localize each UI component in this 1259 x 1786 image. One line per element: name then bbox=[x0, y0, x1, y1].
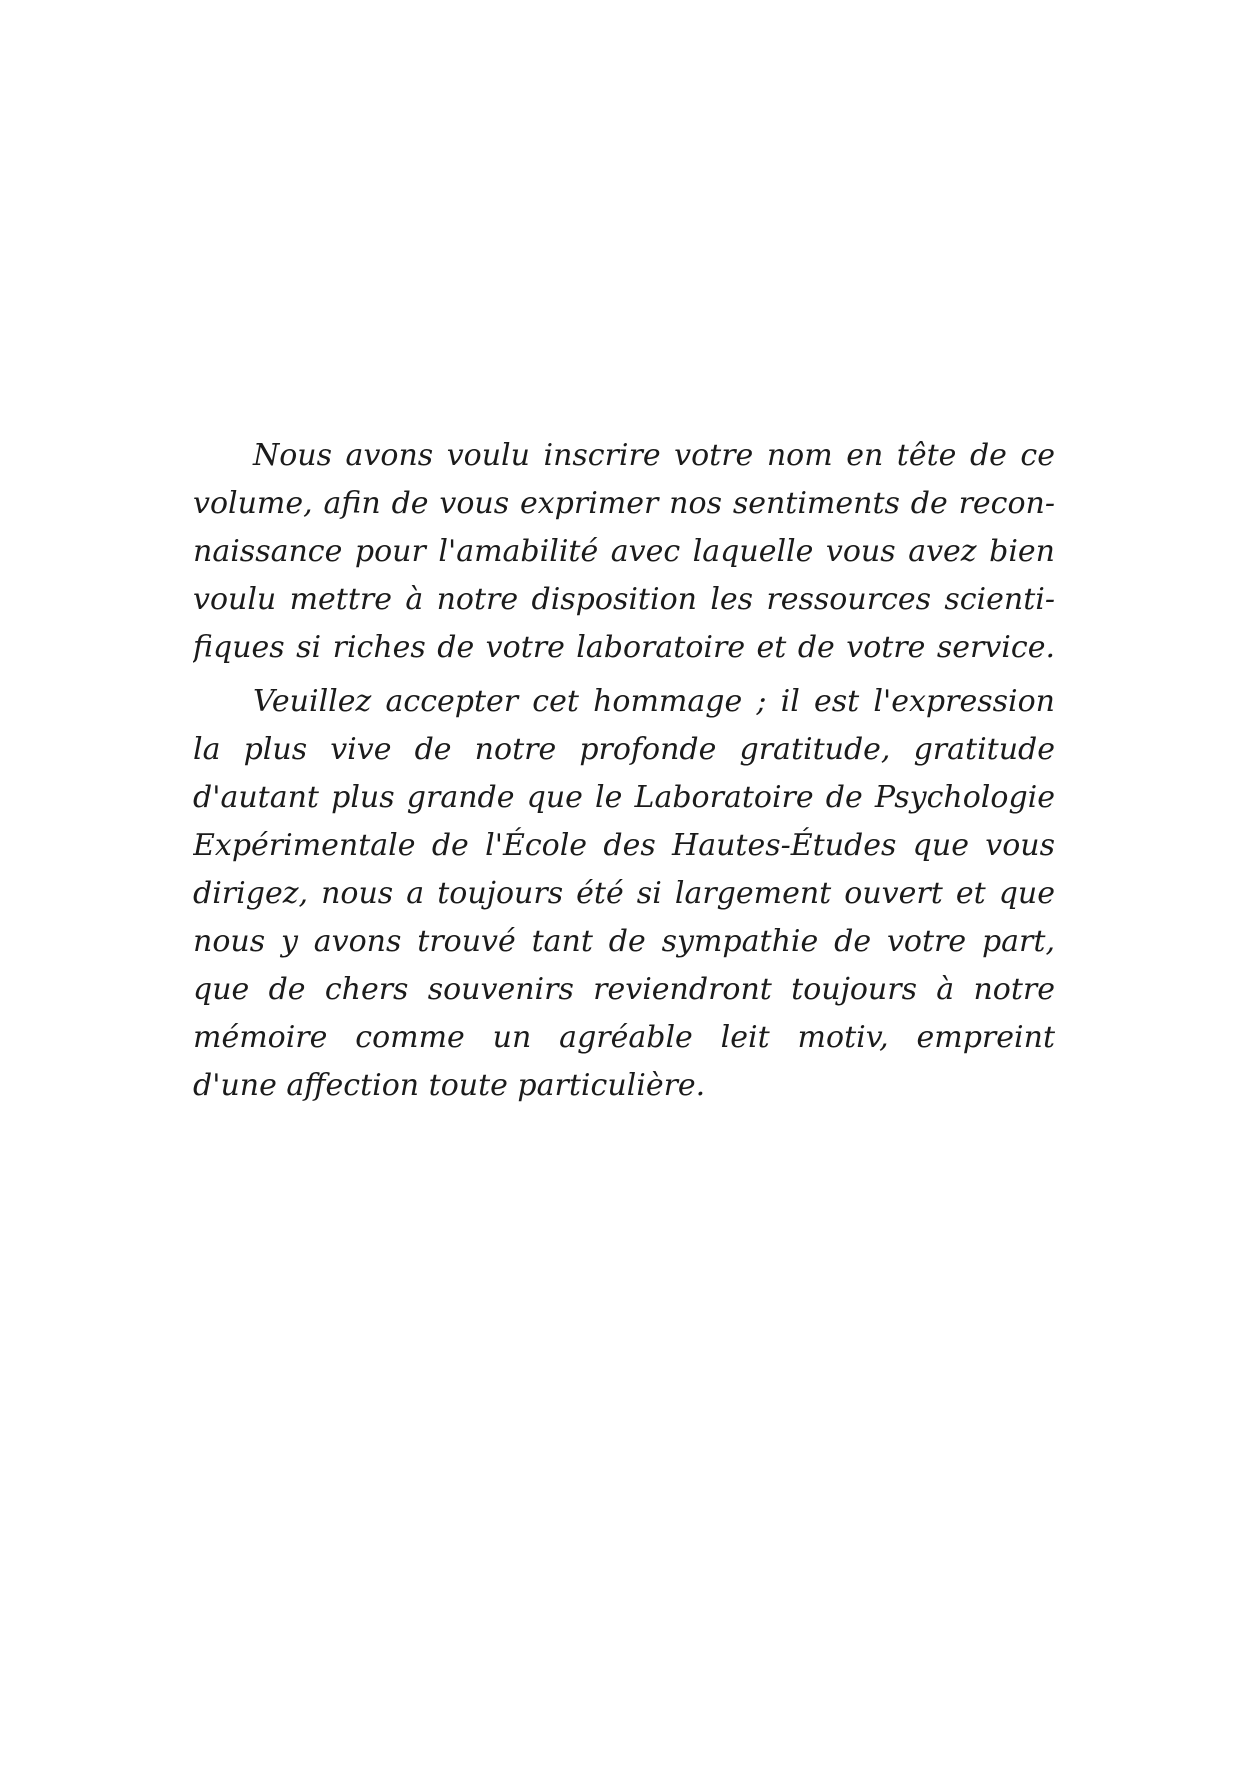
text-line: mémoire comme un agréable leit motiv, empreint bbox=[193, 1020, 1055, 1055]
text-line: nous y avons trouvé tant de sympathie de votre part, bbox=[193, 924, 1055, 959]
text-line: dirigez, nous a toujours été si largement ouvert et que bbox=[193, 876, 1055, 911]
text-line: la plus vive de notre profonde gratitude, gratitude bbox=[193, 732, 1055, 767]
dedication-text bbox=[193, 432, 1055, 1110]
text-line: Expérimentale de l'École des Hautes-Études que vous bbox=[193, 828, 1055, 863]
paragraph-2 bbox=[193, 678, 1055, 1110]
text-line: naissance pour l'amabilité avec laquelle vous avez bien bbox=[193, 534, 1055, 569]
text-line: voulu mettre à notre disposition les ressources scienti- bbox=[193, 582, 1055, 617]
text-line: volume, afin de vous exprimer nos sentiments de recon- bbox=[193, 486, 1055, 521]
paragraph-1 bbox=[193, 432, 1055, 672]
text-line: d'une affection toute particulière. bbox=[193, 1068, 706, 1103]
text-line: d'autant plus grande que le Laboratoire de Psychologie bbox=[193, 780, 1055, 815]
text-line: Veuillez accepter cet hommage ; il est l'expression bbox=[253, 684, 1055, 719]
text-line: fiques si riches de votre laboratoire et de votre service. bbox=[193, 630, 1055, 665]
text-line: Nous avons voulu inscrire votre nom en tête de ce bbox=[253, 438, 1055, 473]
text-line: que de chers souvenirs reviendront toujours à notre bbox=[193, 972, 1055, 1007]
